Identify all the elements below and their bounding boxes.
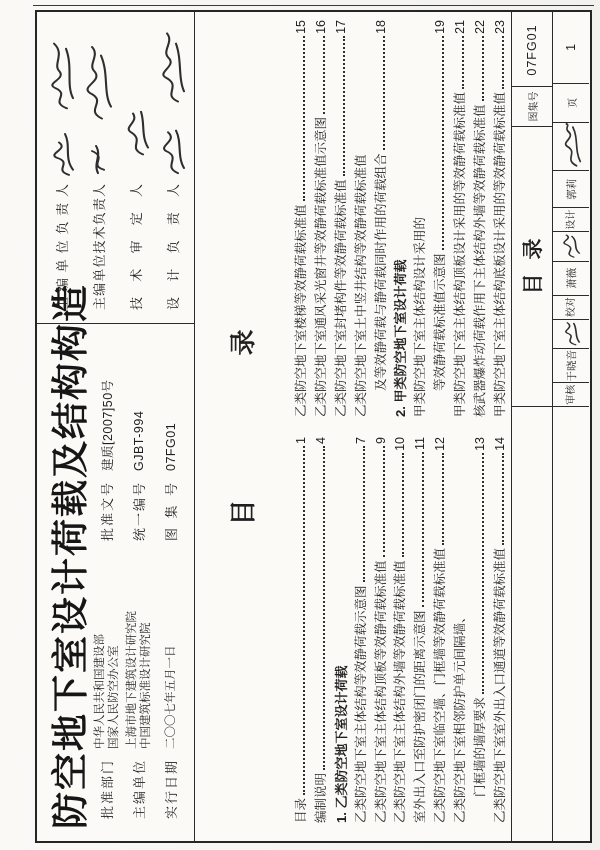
chief-editor-value: 上海市地下建筑设计研究院 中国建筑标准设计研究院 bbox=[125, 611, 152, 749]
dot-leader bbox=[323, 36, 325, 114]
unified-no-value: GJBT-994 bbox=[131, 410, 146, 471]
toc-page-number: 13 bbox=[473, 437, 488, 451]
title-block bbox=[511, 12, 590, 841]
toc-page-number: 1 bbox=[294, 437, 308, 444]
designer-name-cell: 郭莉 bbox=[553, 171, 589, 208]
toc-entry: 乙类防空地下室封堵构件等效静荷载标准值 17 bbox=[333, 20, 348, 417]
atlas-no-label: 图集号 bbox=[164, 483, 179, 541]
toc-columns bbox=[291, 20, 508, 823]
toc-entry: 及等效静荷载与静荷载同时作用的荷载组合 18 bbox=[373, 20, 388, 391]
toc-entry: 等效静荷载标准值示意图 19 bbox=[433, 20, 448, 391]
dot-leader bbox=[442, 453, 444, 545]
toc-page-number: 16 bbox=[313, 20, 328, 34]
signatory-row bbox=[117, 18, 154, 310]
signatory-label: 设计负责人 bbox=[166, 184, 181, 310]
toc-page-number: 11 bbox=[413, 437, 428, 450]
title-block-upper-row bbox=[512, 12, 552, 841]
effective-date-value: 二〇〇七年五月一日 bbox=[164, 645, 177, 749]
toc-page-number: 12 bbox=[433, 437, 448, 451]
toc-page-number: 19 bbox=[433, 20, 448, 34]
toc-entry: 甲类防空地下室主体结构底板设计采用的等效静荷载标准值 23 bbox=[492, 20, 507, 417]
toc-entry: 甲类防空地下室主体结构设计采用的 bbox=[413, 216, 428, 417]
reviewer-label-cell: 审核 bbox=[553, 383, 589, 407]
dot-leader bbox=[502, 453, 504, 545]
dot-leader bbox=[323, 446, 325, 770]
toc-page-number: 17 bbox=[333, 20, 348, 34]
dot-leader bbox=[482, 36, 484, 102]
toc-entry: 乙类防空地下室土中竖井结构等效静荷载标准值 bbox=[353, 154, 368, 417]
atlas-no-row bbox=[156, 331, 185, 541]
reviewer-name-cell: 于晓音 bbox=[553, 349, 589, 383]
toc-section-header: 2. 甲类防空地下室设计荷载 bbox=[393, 259, 409, 417]
approval-dept-row bbox=[92, 559, 121, 819]
page-number-cell: 1 bbox=[553, 12, 589, 84]
handwritten-signature bbox=[156, 18, 190, 180]
approval-no-value: 建质[2007]50号 bbox=[100, 379, 115, 471]
signatory-row bbox=[154, 18, 191, 310]
toc-page-number: 21 bbox=[453, 20, 468, 34]
toc-page-number: 18 bbox=[373, 20, 388, 34]
handwritten-signature bbox=[82, 18, 116, 180]
signatory-label: 技术审定人 bbox=[129, 184, 144, 310]
signatory-row bbox=[80, 18, 117, 310]
toc-entry: 甲类防空地下室主体结构顶板设计采用的等效静荷载标准值 21 bbox=[453, 20, 468, 417]
signatory-row bbox=[43, 18, 80, 310]
effective-date-row bbox=[156, 559, 185, 819]
page-border-frame bbox=[35, 10, 592, 843]
toc-left-column bbox=[291, 431, 508, 823]
dot-leader bbox=[502, 36, 504, 89]
atlas-number-label-cell: 图集号 bbox=[512, 87, 552, 127]
toc-entry: 乙类防空地下室主体结构外墙等效静荷载标准值 10 bbox=[393, 437, 408, 823]
toc-heading-char: 录 bbox=[228, 327, 258, 356]
approval-dept-label: 批准部门 bbox=[100, 761, 115, 819]
chief-editor-label: 主编单位 bbox=[132, 761, 147, 819]
approval-no-label: 批准文号 bbox=[100, 483, 115, 541]
designer-signature bbox=[553, 123, 589, 171]
toc-page-number: 10 bbox=[393, 437, 408, 451]
title-block-blank-cell bbox=[512, 407, 552, 841]
toc-entry: 乙类防空地下室相邻防护单元间隔墙、 bbox=[453, 610, 468, 823]
dot-leader bbox=[383, 36, 385, 151]
unified-no-row bbox=[124, 331, 153, 541]
toc-page-number: 4 bbox=[313, 437, 328, 444]
title-block-blank-cell bbox=[553, 407, 589, 841]
toc-entry: 乙类防空地下室临空墙、门框墙等效静荷载标准值 12 bbox=[433, 437, 448, 823]
toc-entry: 编制说明 4 bbox=[313, 437, 328, 823]
toc-right-column bbox=[291, 20, 508, 431]
atlas-title: 防空地下室设计荷载及结构构造 bbox=[50, 283, 91, 829]
drawing-title-cell: 目录 bbox=[512, 127, 552, 407]
dot-leader bbox=[303, 36, 305, 202]
toc-entry: 乙类防空地下室通风采光窗井等效静荷载标准值示意图 16 bbox=[313, 20, 328, 417]
toc-heading bbox=[223, 12, 260, 841]
approval-no-row bbox=[92, 331, 121, 541]
handwritten-signature bbox=[45, 18, 79, 180]
unified-no-label: 统一编号 bbox=[132, 483, 147, 541]
approval-dept-value: 中华人民共和国建设部 国家人民防空办公室 bbox=[93, 634, 120, 749]
document-number-block bbox=[92, 331, 188, 541]
dot-leader bbox=[303, 446, 305, 795]
cover-divider-line bbox=[37, 323, 194, 324]
toc-section-header: 1. 乙类防空地下室设计荷载 bbox=[333, 665, 349, 823]
atlas-no-value: 07FG01 bbox=[163, 422, 178, 471]
approval-info-block bbox=[92, 559, 188, 819]
page-label-cell: 页 bbox=[553, 84, 589, 123]
cover-section bbox=[37, 12, 195, 841]
signatory-block bbox=[43, 18, 191, 310]
toc-page-number: 9 bbox=[373, 437, 388, 444]
toc-entry: 乙类防空地下室主体结构等效静荷载示意图 7 bbox=[353, 437, 368, 823]
designer-label-cell: 设计 bbox=[553, 208, 589, 232]
dot-leader bbox=[383, 446, 385, 558]
dot-leader bbox=[343, 36, 345, 177]
toc-page-number: 14 bbox=[492, 437, 507, 451]
toc-entry: 乙类防空地下室楼梯等效静荷载标准值 15 bbox=[294, 20, 308, 417]
signatory-label: 主编单位负责人 bbox=[55, 184, 70, 310]
toc-page-number: 15 bbox=[294, 20, 308, 34]
toc-entry: 乙类防空地下室主体结构顶板等效静荷载标准值 9 bbox=[373, 437, 388, 823]
toc-page-number: 23 bbox=[492, 20, 507, 34]
checker-signature bbox=[553, 232, 589, 261]
atlas-number-value-cell: 07FG01 bbox=[512, 14, 552, 87]
toc-entry: 门框墙的墙厚要求 13 bbox=[473, 437, 488, 797]
title-block-lower-row bbox=[552, 12, 589, 841]
dot-leader bbox=[462, 36, 464, 89]
chief-editor-row bbox=[124, 559, 153, 819]
checker-label-cell: 校对 bbox=[553, 296, 589, 320]
reviewer-signature bbox=[553, 320, 589, 349]
signatory-label: 主编单位技术负责人 bbox=[92, 184, 107, 310]
toc-page-number: 22 bbox=[473, 20, 488, 34]
dot-leader bbox=[402, 453, 404, 558]
toc-entry: 目录 1 bbox=[294, 437, 308, 823]
toc-heading-char: 目 bbox=[228, 497, 258, 526]
dot-leader bbox=[442, 36, 444, 251]
dot-leader bbox=[363, 446, 365, 583]
toc-entry: 室外出入口至防护密闭门的距离示意图 11 bbox=[413, 437, 428, 823]
dot-leader bbox=[422, 452, 424, 608]
checker-name-cell: 萧薇 bbox=[553, 262, 589, 296]
toc-entry: 核武器爆炸动荷载作用下主体结构外墙等效静荷载标准值 22 bbox=[473, 20, 488, 417]
dot-leader bbox=[482, 453, 484, 694]
effective-date-label: 实行日期 bbox=[164, 761, 179, 819]
toc-entry: 乙类防空地下室室外出入口通道等效静荷载标准值 14 bbox=[492, 437, 507, 823]
toc-page-number: 7 bbox=[353, 437, 368, 444]
handwritten-signature bbox=[119, 18, 153, 180]
